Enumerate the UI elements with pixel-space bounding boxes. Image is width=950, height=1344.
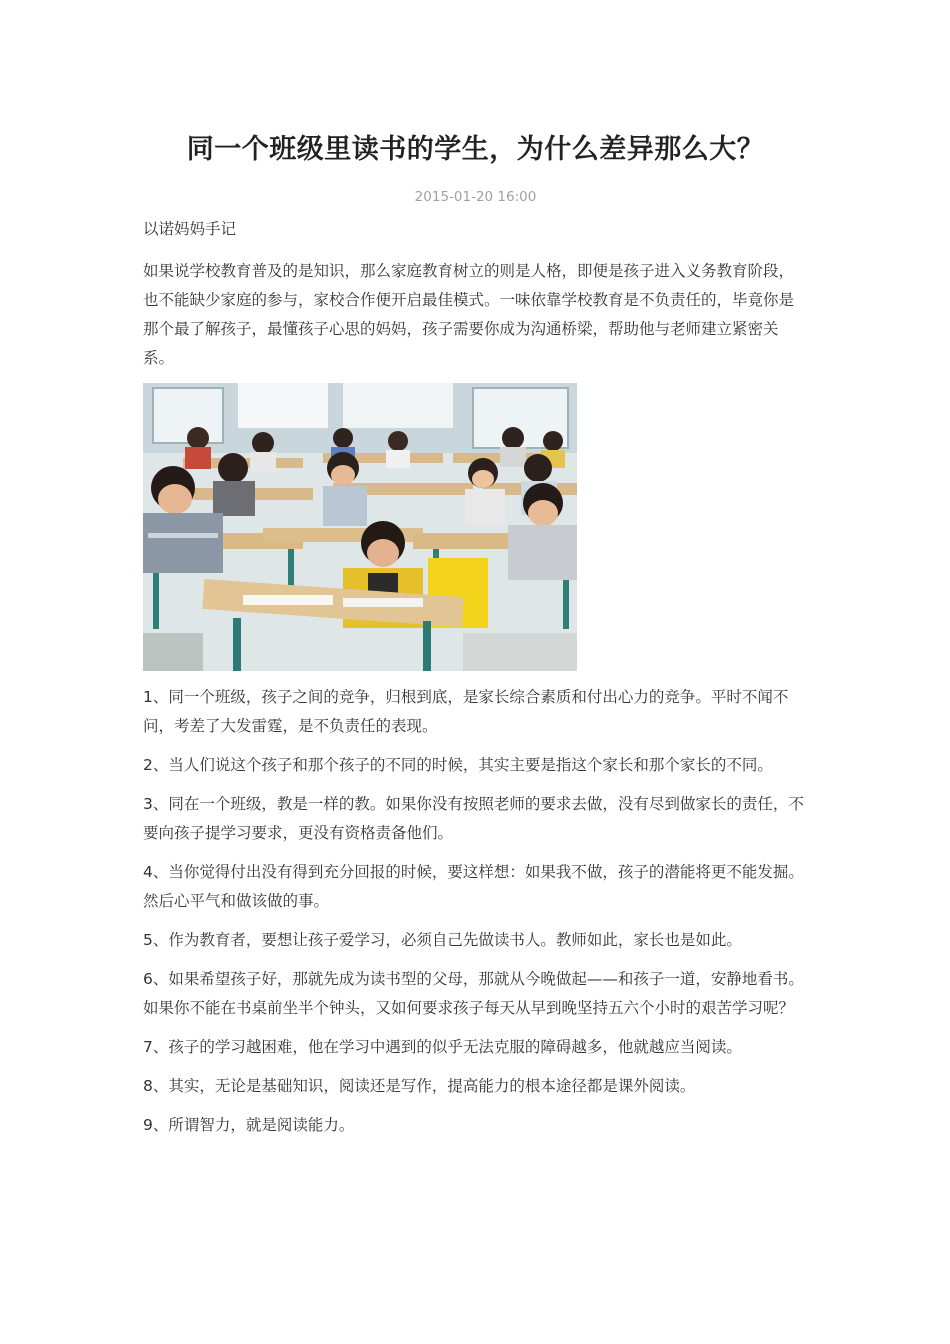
article <box>143 130 808 1150</box>
article-title: 同一个班级里读书的学生，为什么差异那么大？ <box>186 134 765 165</box>
list-item: 3、同在一个班级，教是一样的教。如果你没有按照老师的要求去做，没有尽到做家长的责任，不要向孩子提学习要求，更没有资格责备他们。 <box>143 795 804 842</box>
list-item: 2、当人们说这个孩子和那个孩子的不同的时候，其实主要是指这个家长和那个家长的不同。 <box>143 756 773 774</box>
author-name: 以诺妈妈手记 <box>143 220 237 238</box>
intro-paragraph: 如果说学校教育普及的是知识，那么家庭教育树立的则是人格，即便是孩子进入义务教育阶段，也不能缺少家庭的参与，家校合作便开启最佳模式。一味依靠学校教育是不负责任的，毕竟你是那个最了解孩子，最懂孩子心思的妈妈，孩子需要你成为沟通桥梁，帮助他与老师建立紧密关系。 <box>143 262 795 367</box>
list-item: 7、孩子的学习越困难，他在学习中遇到的似乎无法克服的障碍越多，他就越应当阅读。 <box>143 1038 742 1056</box>
list-item: 8、其实，无论是基础知识，阅读还是写作，提高能力的根本途径都是课外阅读。 <box>143 1077 696 1095</box>
classroom-photo-icon <box>143 383 577 671</box>
point-list <box>143 683 808 1140</box>
list-item: 5、作为教育者，要想让孩子爱学习，必须自己先做读书人。教师如此，家长也是如此。 <box>143 931 742 949</box>
list-item: 4、当你觉得付出没有得到充分回报的时候，要这样想：如果我不做，孩子的潜能将更不能发掘。然后心平气和做该做的事。 <box>143 863 804 910</box>
list-item: 9、所谓智力，就是阅读能力。 <box>143 1116 355 1134</box>
list-item: 1、同一个班级，孩子之间的竞争，归根到底，是家长综合素质和付出心力的竞争。平时不闻不问，考差了大发雷霆，是不负责任的表现。 <box>143 688 789 735</box>
list-item: 6、如果希望孩子好，那就先成为读书型的父母，那就从今晚做起——和孩子一道，安静地看书。如果你不能在书桌前坐半个钟头，又如何要求孩子每天从早到晚坚持五六个小时的艰苦学习呢？ <box>143 970 804 1017</box>
classroom-photo <box>143 383 577 671</box>
publish-date: 2015-01-20 16:00 <box>414 189 537 205</box>
